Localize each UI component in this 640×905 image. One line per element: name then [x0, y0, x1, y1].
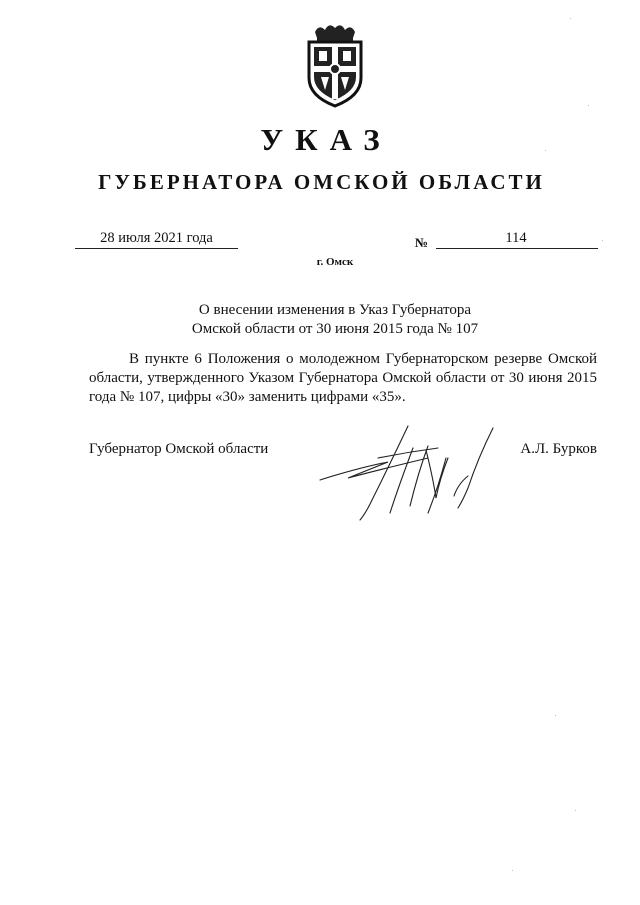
coat-of-arms-icon — [299, 22, 371, 108]
signer-position: Губернатор Омской области — [89, 441, 269, 457]
scan-speck — [575, 810, 576, 811]
issuer-title: ГУБЕРНАТОРА ОМСКОЙ ОБЛАСТИ — [98, 170, 545, 194]
subject-line-2: Омской области от 30 июня 2015 года № 107 — [191, 321, 479, 337]
number-label: № — [415, 235, 429, 250]
decree-title: УКАЗ — [260, 122, 392, 157]
handwritten-signature-icon — [318, 418, 503, 523]
scan-speck — [570, 18, 571, 19]
scan-speck — [555, 715, 556, 716]
decree-number: 114 — [505, 230, 527, 246]
decree-subject — [0, 301, 640, 339]
date-field — [75, 230, 238, 249]
decree-date: 28 июля 2021 года — [100, 230, 213, 246]
subject-line-1: О внесении изменения в Указ Губернатора — [198, 302, 472, 318]
decree-body: В пункте 6 Положения о молодежном Губернаторском резерве Омской области, утвержденного Указом Губернатора Омской области от 30 июня 2015 года № 107, цифры «30» заменить цифрами «35». — [89, 351, 597, 405]
city: г. Омск — [316, 256, 354, 268]
signer-name: А.Л. Бурков — [520, 441, 597, 457]
scan-speck — [545, 150, 546, 151]
scan-speck — [512, 870, 513, 871]
scan-speck — [588, 105, 589, 106]
number-field — [436, 230, 598, 249]
scan-speck — [602, 240, 603, 241]
